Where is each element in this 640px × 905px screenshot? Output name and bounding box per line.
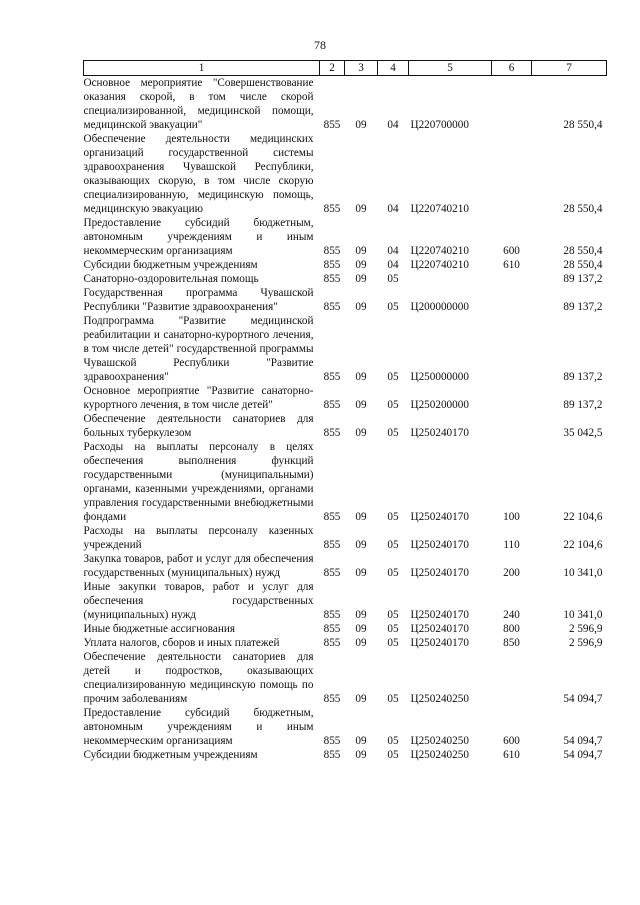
row-expense-type: 610 xyxy=(503,749,520,761)
row-name: Санаторно-оздоровительная помощь xyxy=(83,273,259,285)
row-subsection-code: 05 xyxy=(387,273,399,285)
row-ministry-code: 855 xyxy=(323,119,341,131)
row-name: Основное мероприятие "Развитие санаторно-курортного лечения, в том числе детей" xyxy=(83,385,314,411)
row-amount: 22 104,6 xyxy=(563,511,603,523)
row-expense-type: 100 xyxy=(503,511,520,523)
row-subsection-code: 04 xyxy=(387,203,399,215)
row-name: Иные закупки товаров, работ и услуг для обеспечения государственных (муниципальных) нужд xyxy=(83,581,314,621)
row-subsection-code: 05 xyxy=(387,567,399,579)
table-row xyxy=(84,706,607,748)
row-subsection-code: 05 xyxy=(387,623,399,635)
table-row xyxy=(84,76,607,133)
row-expense-type xyxy=(492,76,532,133)
row-name: Закупка товаров, работ и услуг для обеспечения государственных (муниципальных) нужд xyxy=(83,553,314,579)
row-ministry-code: 855 xyxy=(323,301,341,313)
row-amount: 89 137,2 xyxy=(563,399,603,411)
header-cell: 3 xyxy=(345,61,378,76)
row-amount: 2 596,9 xyxy=(568,637,603,649)
row-target-article: Ц250240170 xyxy=(410,623,469,635)
row-name: Расходы на выплаты персоналу в целях обеспечения выполнения функций государственными (муниципальными) органами, казенными учреждениями, органами управления государственными внебюджетными фондами xyxy=(83,441,314,523)
row-amount: 10 341,0 xyxy=(563,609,603,621)
row-amount: 89 137,2 xyxy=(563,371,603,383)
row-section-code: 09 xyxy=(355,567,367,579)
header-cell: 6 xyxy=(492,61,532,76)
row-expense-type: 600 xyxy=(503,245,520,257)
row-amount: 54 094,7 xyxy=(563,735,603,747)
table-row xyxy=(84,272,607,286)
row-subsection-code: 05 xyxy=(387,749,399,761)
table-row xyxy=(84,286,607,314)
row-ministry-code: 855 xyxy=(323,735,341,747)
row-target-article: Ц250200000 xyxy=(410,399,469,411)
row-target-article: Ц250240170 xyxy=(410,511,469,523)
row-ministry-code: 855 xyxy=(323,609,341,621)
row-section-code: 09 xyxy=(355,623,367,635)
header-row xyxy=(84,61,607,76)
row-section-code: 09 xyxy=(355,273,367,285)
row-section-code: 09 xyxy=(355,301,367,313)
table-row xyxy=(84,748,607,762)
row-target-article: Ц250240250 xyxy=(410,749,469,761)
table-row xyxy=(84,132,607,216)
row-name: Субсидии бюджетным учреждениям xyxy=(83,259,258,271)
table-row xyxy=(84,524,607,552)
table-row xyxy=(84,636,607,650)
row-section-code: 09 xyxy=(355,735,367,747)
row-amount: 89 137,2 xyxy=(563,301,603,313)
table-row xyxy=(84,622,607,636)
row-section-code: 09 xyxy=(355,427,367,439)
row-name: Подпрограмма "Развитие медицинской реабилитации и санаторно-курортного лечения, в том числе детей" государственной программы Чувашской Республики "Развитие здравоохранения" xyxy=(83,315,314,383)
row-subsection-code: 05 xyxy=(387,301,399,313)
row-section-code: 09 xyxy=(355,399,367,411)
row-section-code: 09 xyxy=(355,371,367,383)
row-ministry-code: 855 xyxy=(323,511,341,523)
row-section-code: 09 xyxy=(355,693,367,705)
row-name: Обеспечение деятельности медицинских организаций государственной системы здравоохранения Чувашской Республики, оказывающих скорую, в том числе скорую специализированную, медицинскую помощь, медицинскую эвакуацию xyxy=(83,133,314,215)
row-amount: 89 137,2 xyxy=(563,273,603,285)
row-subsection-code: 04 xyxy=(387,259,399,271)
row-target-article: Ц220740210 xyxy=(410,203,469,215)
row-section-code: 09 xyxy=(355,609,367,621)
row-expense-type xyxy=(492,272,532,286)
row-amount: 35 042,5 xyxy=(563,427,603,439)
row-expense-type xyxy=(492,650,532,706)
row-amount: 10 341,0 xyxy=(563,567,603,579)
row-subsection-code: 05 xyxy=(387,427,399,439)
row-ministry-code: 855 xyxy=(323,245,341,257)
row-name: Предоставление субсидий бюджетным, автономным учреждениям и иным некоммерческим организациям xyxy=(83,707,314,747)
row-subsection-code: 05 xyxy=(387,735,399,747)
row-subsection-code: 05 xyxy=(387,637,399,649)
table-row xyxy=(84,440,607,524)
row-subsection-code: 04 xyxy=(387,119,399,131)
row-expense-type: 800 xyxy=(503,623,520,635)
row-ministry-code: 855 xyxy=(323,567,341,579)
row-target-article: Ц250240170 xyxy=(410,637,469,649)
table-row xyxy=(84,258,607,272)
row-ministry-code: 855 xyxy=(323,273,341,285)
row-expense-type: 610 xyxy=(503,259,520,271)
row-ministry-code: 855 xyxy=(323,399,341,411)
row-target-article: Ц250240170 xyxy=(410,567,469,579)
row-name: Государственная программа Чувашской Республики "Развитие здравоохранения" xyxy=(83,287,314,313)
row-section-code: 09 xyxy=(355,259,367,271)
row-ministry-code: 855 xyxy=(323,693,341,705)
row-target-article: Ц250240250 xyxy=(410,693,469,705)
row-expense-type xyxy=(492,132,532,216)
row-section-code: 09 xyxy=(355,637,367,649)
row-ministry-code: 855 xyxy=(323,259,341,271)
row-ministry-code: 855 xyxy=(323,371,341,383)
header-cell: 5 xyxy=(409,61,492,76)
header-cell: 2 xyxy=(320,61,345,76)
header-cell: 1 xyxy=(84,61,320,76)
row-ministry-code: 855 xyxy=(323,749,341,761)
row-target-article: Ц200000000 xyxy=(410,301,469,313)
row-name: Предоставление субсидий бюджетным, автономным учреждениям и иным некоммерческим организациям xyxy=(83,217,314,257)
row-target-article: Ц220740210 xyxy=(410,245,469,257)
row-expense-type xyxy=(492,314,532,384)
budget-table xyxy=(83,60,607,762)
row-target-article xyxy=(409,272,492,286)
table-row xyxy=(84,314,607,384)
table-row xyxy=(84,412,607,440)
row-expense-type xyxy=(492,286,532,314)
row-amount: 28 550,4 xyxy=(563,245,603,257)
row-section-code: 09 xyxy=(355,749,367,761)
row-target-article: Ц250240170 xyxy=(410,427,469,439)
row-expense-type: 850 xyxy=(503,637,520,649)
table-row xyxy=(84,552,607,580)
row-subsection-code: 05 xyxy=(387,371,399,383)
row-section-code: 09 xyxy=(355,203,367,215)
header-cell: 7 xyxy=(532,61,607,76)
row-section-code: 09 xyxy=(355,511,367,523)
row-subsection-code: 05 xyxy=(387,693,399,705)
row-section-code: 09 xyxy=(355,245,367,257)
row-ministry-code: 855 xyxy=(323,539,341,551)
row-target-article: Ц250000000 xyxy=(410,371,469,383)
row-expense-type: 600 xyxy=(503,735,520,747)
row-amount: 28 550,4 xyxy=(563,119,603,131)
row-section-code: 09 xyxy=(355,539,367,551)
row-subsection-code: 05 xyxy=(387,609,399,621)
row-subsection-code: 04 xyxy=(387,245,399,257)
row-expense-type xyxy=(492,412,532,440)
row-expense-type: 240 xyxy=(503,609,520,621)
row-subsection-code: 05 xyxy=(387,539,399,551)
row-ministry-code: 855 xyxy=(323,623,341,635)
row-name: Основное мероприятие "Совершенствование оказания скорой, в том числе скорой специализированной, медицинской помощи, медицинской эвакуации" xyxy=(83,77,314,131)
header-cell: 4 xyxy=(378,61,409,76)
row-target-article: Ц250240250 xyxy=(410,735,469,747)
table-row xyxy=(84,650,607,706)
row-amount: 54 094,7 xyxy=(563,749,603,761)
row-name: Субсидии бюджетным учреждениям xyxy=(83,749,258,761)
table-body xyxy=(84,76,607,763)
row-section-code: 09 xyxy=(355,119,367,131)
table-row xyxy=(84,580,607,622)
row-name: Обеспечение деятельности санаториев для детей и подростков, оказывающих специализированную медицинскую помощь по прочим заболеваниям xyxy=(83,651,314,705)
row-name: Иные бюджетные ассигнования xyxy=(83,623,235,635)
row-name: Обеспечение деятельности санаториев для больных туберкулезом xyxy=(83,413,314,439)
row-amount: 28 550,4 xyxy=(563,203,603,215)
row-target-article: Ц250240170 xyxy=(410,539,469,551)
row-amount: 2 596,9 xyxy=(568,623,603,635)
row-target-article: Ц250240170 xyxy=(410,609,469,621)
row-name: Уплата налогов, сборов и иных платежей xyxy=(83,637,280,649)
row-expense-type xyxy=(492,384,532,412)
row-expense-type: 110 xyxy=(503,539,520,551)
row-ministry-code: 855 xyxy=(323,427,341,439)
row-amount: 54 094,7 xyxy=(563,693,603,705)
row-subsection-code: 05 xyxy=(387,399,399,411)
row-subsection-code: 05 xyxy=(387,511,399,523)
row-expense-type: 200 xyxy=(503,567,520,579)
row-name: Расходы на выплаты персоналу казенных учреждений xyxy=(83,525,314,551)
row-ministry-code: 855 xyxy=(323,203,341,215)
row-amount: 28 550,4 xyxy=(563,259,603,271)
table-row xyxy=(84,384,607,412)
row-ministry-code: 855 xyxy=(323,637,341,649)
row-amount: 22 104,6 xyxy=(563,539,603,551)
table-row xyxy=(84,216,607,258)
row-target-article: Ц220740210 xyxy=(410,259,469,271)
page-number: 78 xyxy=(314,38,326,52)
row-target-article: Ц220700000 xyxy=(410,119,469,131)
